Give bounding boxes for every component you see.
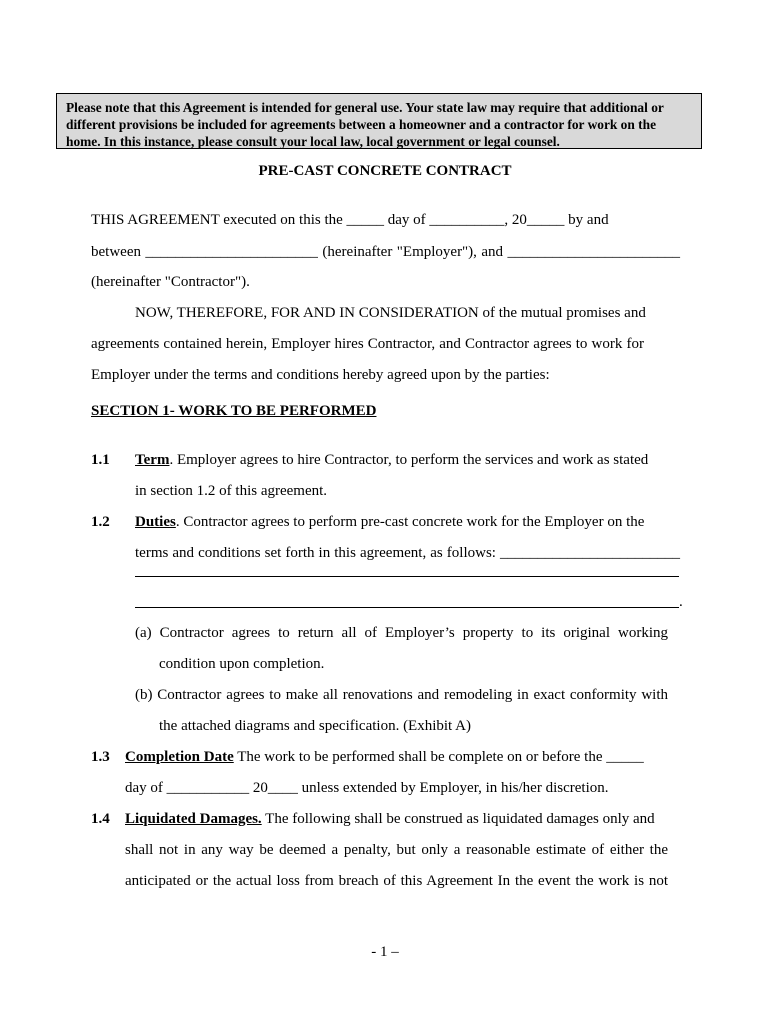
clause-1-1-line-1 bbox=[135, 451, 648, 469]
clause-1-3-line-1 bbox=[125, 748, 644, 766]
consideration-line-3: Employer under the terms and conditions hereby agreed upon by the parties: bbox=[91, 367, 550, 383]
clause-1-4-line-1 bbox=[125, 810, 655, 828]
clause-1-4-number: 1.4 bbox=[91, 811, 110, 827]
document-title: PRE-CAST CONCRETE CONTRACT bbox=[258, 163, 512, 179]
clause-1-2-a-line-2: condition upon completion. bbox=[159, 656, 325, 672]
clause-1-1-term: Term bbox=[135, 452, 170, 468]
page-number: - 1 – bbox=[371, 944, 399, 960]
section-1-heading: SECTION 1- WORK TO BE PERFORMED bbox=[91, 403, 377, 419]
intro-line-3: (hereinafter "Contractor"). bbox=[91, 274, 250, 290]
clause-1-3-number: 1.3 bbox=[91, 749, 110, 765]
blank-rule-period: . bbox=[679, 594, 683, 610]
blank-rule-1 bbox=[135, 576, 679, 577]
clause-1-2-line-2: terms and conditions set forth in this agreement, as follows: ________________________ bbox=[135, 545, 680, 561]
clause-1-3-text: The work to be performed shall be complete on or before the _____ bbox=[233, 749, 644, 765]
intro-line-2: between _______________________ (hereinafter "Employer"), and _______________________ bbox=[91, 244, 680, 260]
clause-1-3-line-2: day of ___________ 20____ unless extended by Employer, in his/her discretion. bbox=[125, 780, 609, 796]
clause-1-4-text: The following shall be construed as liquidated damages only and bbox=[261, 811, 655, 827]
clause-1-2-b-line-1: (b) Contractor agrees to make all renovations and remodeling in exact conformity with bbox=[135, 687, 668, 703]
clause-1-1-line-2: in section 1.2 of this agreement. bbox=[135, 483, 328, 499]
clause-1-2-line-1 bbox=[135, 513, 644, 531]
clause-1-2-term: Duties bbox=[135, 514, 176, 530]
clause-1-3-term: Completion Date bbox=[125, 749, 234, 765]
clause-1-4-line-3: anticipated or the actual loss from breach of this Agreement In the event the work is not bbox=[125, 873, 668, 889]
clause-1-4-term: Liquidated Damages. bbox=[125, 811, 262, 827]
notice-line-3: home. In this instance, please consult your local law, local government or legal counsel. bbox=[66, 134, 560, 149]
consideration-line-1: NOW, THEREFORE, FOR AND IN CONSIDERATION of the mutual promises and bbox=[135, 305, 646, 321]
consideration-line-2: agreements contained herein, Employer hires Contractor, and Contractor agrees to work for bbox=[91, 336, 644, 352]
intro-line-1: THIS AGREEMENT executed on this the _____ day of __________, 20_____ by and bbox=[91, 212, 609, 228]
clause-1-1-text: . Employer agrees to hire Contractor, to perform the services and work as stated bbox=[169, 452, 649, 468]
clause-1-2-text: . Contractor agrees to perform pre-cast concrete work for the Employer on the bbox=[175, 514, 645, 530]
clause-1-2-number: 1.2 bbox=[91, 514, 110, 530]
clause-1-1-number: 1.1 bbox=[91, 452, 110, 468]
general-use-notice-box bbox=[56, 93, 702, 149]
notice-line-2: different provisions be included for agreements between a homeowner and a contractor for work on the bbox=[66, 117, 657, 132]
clause-1-4-line-2: shall not in any way be deemed a penalty, but only a reasonable estimate of either the bbox=[125, 842, 668, 858]
blank-rule-2 bbox=[135, 607, 679, 608]
clause-1-2-a-line-1: (a) Contractor agrees to return all of Employer’s property to its original working bbox=[135, 625, 668, 641]
clause-1-2-b-line-2: the attached diagrams and specification. (Exhibit A) bbox=[159, 718, 471, 734]
notice-line-1: Please note that this Agreement is intended for general use. Your state law may require that additional or bbox=[66, 100, 664, 115]
